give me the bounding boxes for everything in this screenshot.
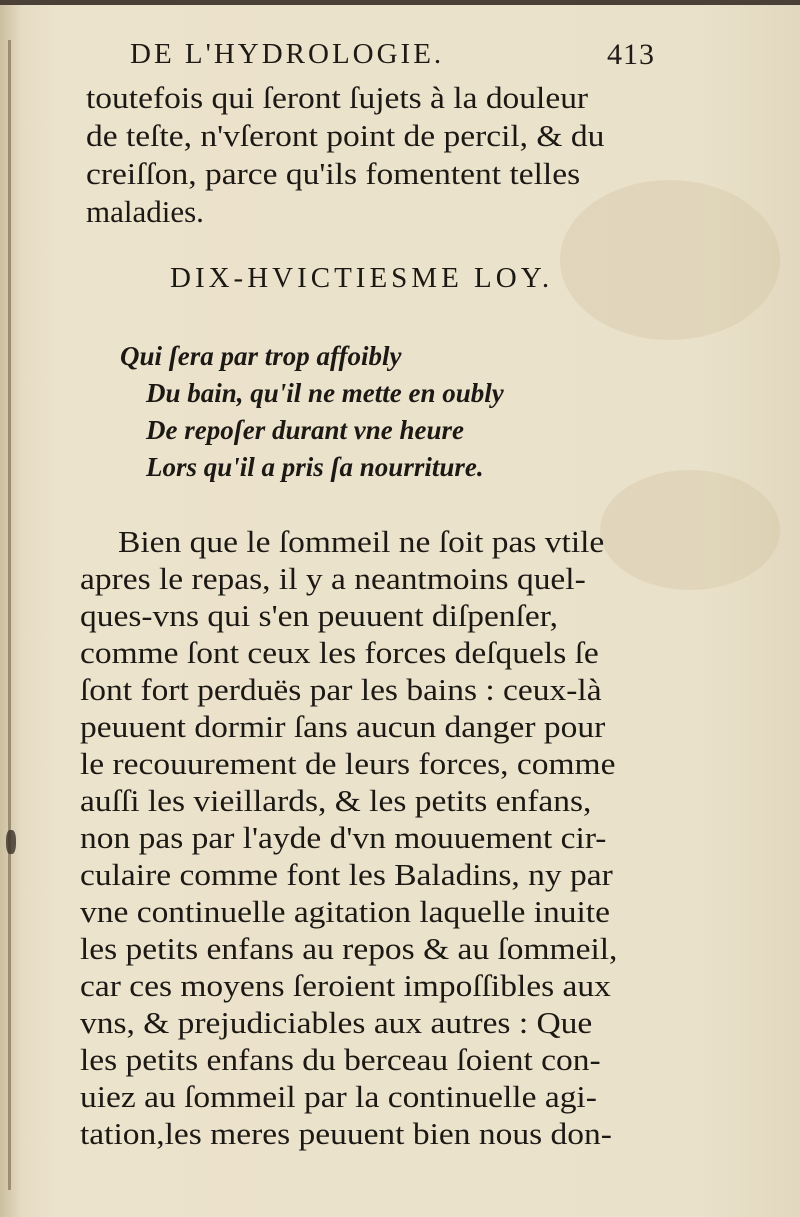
verse-line: Du bain, qu'il ne mette en oubly — [146, 378, 504, 408]
section-heading: DIX-HVICTIESME LOY. — [170, 262, 554, 294]
text-line: comme ſont ceux les forces deſquels ſe — [80, 635, 599, 670]
verse-line: Qui ſera par trop affoibly — [120, 341, 402, 371]
text-line: creiſſon, parce qu'ils fomentent telles — [86, 156, 581, 191]
text-line: les petits enfans au repos & au ſommeil, — [80, 931, 618, 966]
text-line: auſſi les vieillards, & les petits enfans, — [80, 783, 592, 818]
verse-line: Lors qu'il a pris ſa nourriture. — [146, 452, 484, 482]
text-line: ſont fort perduës par les bains : ceux-là — [80, 672, 602, 707]
text-line: vne continuelle agitation laquelle inuite — [80, 894, 610, 929]
running-head-title: DE L'HYDROLOGIE. — [130, 38, 445, 70]
text-line: non pas par l'ayde d'vn mouuement cir- — [80, 820, 607, 855]
text-line: toutefois qui ſeront ſujets à la douleur — [86, 80, 589, 115]
running-head — [130, 38, 655, 78]
text-line: de teſte, n'vſeront point de percil, & du — [86, 118, 605, 153]
text-line: vns, & prejudiciables aux autres : Que — [80, 1005, 593, 1040]
verse-line: De repoſer durant vne heure — [146, 415, 464, 445]
text-line: Bien que le ſommeil ne ſoit pas vtile — [118, 524, 605, 559]
text-line: maladies. — [86, 194, 204, 229]
paper-stain — [560, 180, 780, 340]
page-top-edge — [0, 0, 800, 5]
text-line: tation,les meres peuuent bien nous don- — [80, 1116, 612, 1151]
text-line: le recouurement de leurs forces, comme — [80, 746, 616, 781]
text-line: culaire comme font les Baladins, ny par — [80, 857, 613, 892]
paper-stain — [600, 470, 780, 590]
page-number: 413 — [607, 38, 655, 71]
text-line: peuuent dormir ſans aucun danger pour — [80, 709, 606, 744]
binding-gutter — [8, 40, 11, 1190]
binding-mark — [6, 830, 16, 854]
text-line: apres le repas, il y a neantmoins quel- — [80, 561, 586, 596]
text-line: car ces moyens ſeroient impoſſibles aux — [80, 968, 611, 1003]
text-line: uiez au ſommeil par la continuelle agi- — [80, 1079, 597, 1114]
text-line: ques-vns qui s'en peuuent diſpenſer, — [80, 598, 558, 633]
text-line: les petits enfans du berceau ſoient con- — [80, 1042, 601, 1077]
